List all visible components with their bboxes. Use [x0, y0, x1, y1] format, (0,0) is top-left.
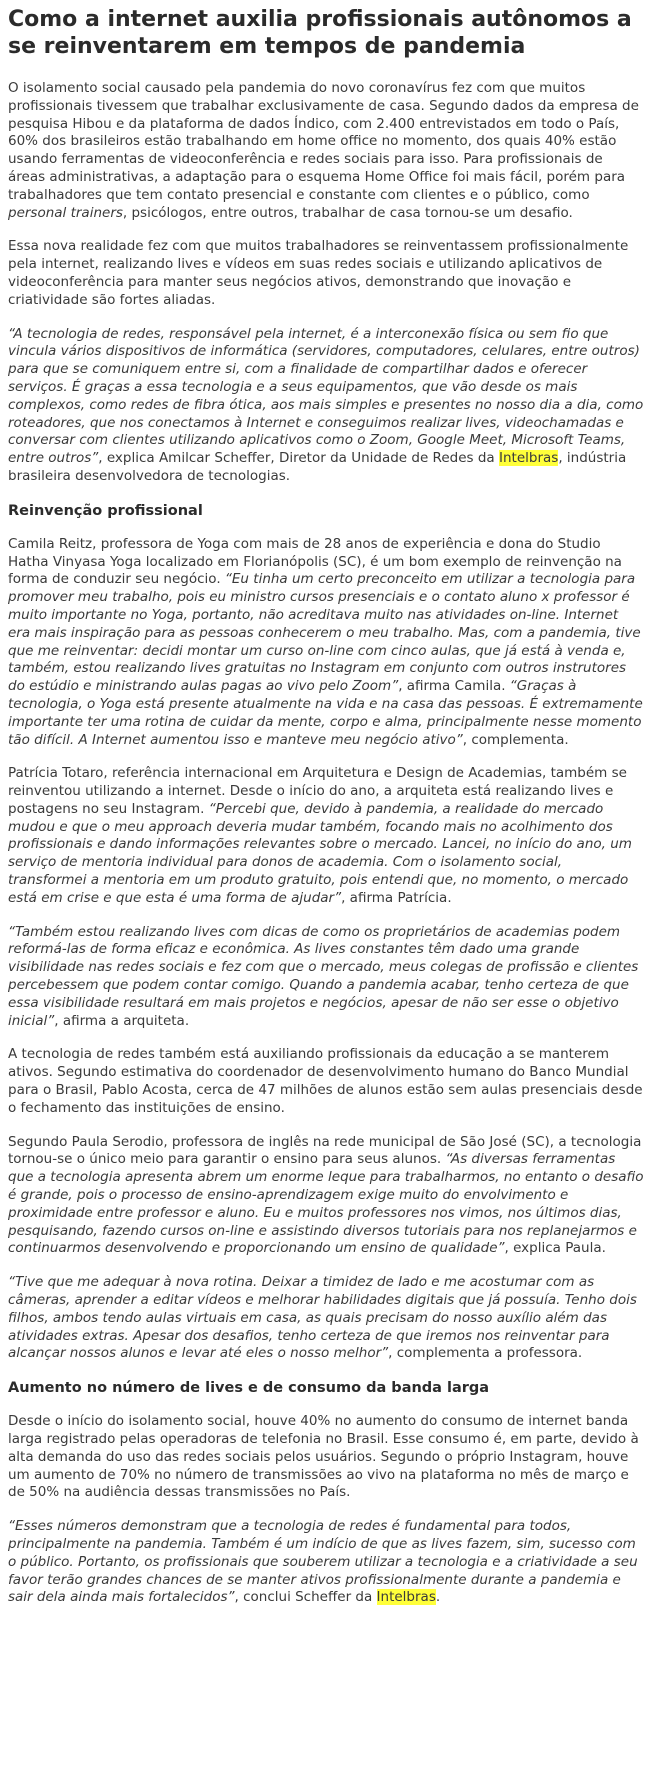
paragraph-patricia: Patrícia Totaro, referência internacional em Arquitetura e Design de Academias, também se reinventou utilizando a internet. Desde o início do ano, a arquiteta está realizando lives e postagens no seu Instagram. “Percebi que, devido à pandemia, a realidade do mercado mudou e que o meu approach deveria mudar também, focando mais no acolhimento dos profissionais e dando informações relevantes sobre o mercado. Lancei, no início do ano, um serviço de mentoria individual para donos de academia. Com o isolamento social, transformei a mentoria em um produto gratuito, pois entendi que, no momento, o mercado está em crise e que esta é uma forma de ajudar”, afirma Patrícia. [8, 765, 632, 906]
section-heading-reinvencao: Reinvenção profissional [8, 502, 203, 519]
intelbras-highlight-link-2[interactable]: Intelbras [376, 1589, 436, 1606]
paragraph-bandwidth: Desde o início do isolamento social, houve 40% no aumento do consumo de internet banda larga registrado pelas operadoras de telefonia no Brasil. Esse consumo é, em parte, devido à alta demanda do uso das redes sociais pelos usuários. Segundo o próprio Instagram, houve um aumento de 70% no número de transmissões ao vivo na plataforma no mês de março e de 50% na audiência dessas transmissões no País. [8, 1413, 639, 1501]
paragraph-education: A tecnologia de redes também está auxiliando profissionais da educação a se manterem ativos. Segundo estimativa do coordenador de desenvolvimento humano do Banco Mundial para o Brasil, Pablo Acosta, cerca de 47 milhões de alunos estão sem aulas presenciais desde o fechamento das instituições de ensino. [8, 1046, 643, 1116]
paragraph-paula-routine: “Tive que me adequar à nova rotina. Deixar a timidez de lado e me acostumar com as câmeras, aprender a editar vídeos e melhorar habilidades digitais que já possuía. Tenho dois filhos, ambos tendo aulas virtuais em casa, as quais precisam do nosso auxílio além das atividades extras. Apesar dos desafios, tenho certeza de que iremos nos reinventar para alcançar nossos alunos e levar até eles o nosso melhor”, complementa a professora. [8, 1274, 637, 1362]
article-title: Como a internet auxilia profissionais autônomos a se reinventarem em tempos de pandemia [8, 7, 632, 59]
paragraph-paula: Segundo Paula Serodio, professora de inglês na rede municipal de São José (SC), a tecnologia tornou-se o único meio para garantir o ensino para seus alunos. “As diversas ferramentas que a tecnologia apresenta abrem um enorme leque para trabalharmos, no entanto o desafio é grande, pois o processo de ensino-aprendizagem exige muito do envolvimento e proximidade entre professor e aluno. Eu e muitos professores nos vimos, nos últimos dias, pesquisando, fazendo cursos on-line e assistindo diversos tutoriais para nos replanejarmos e continuarmos desenvolvendo e proporcionando um ensino de qualidade”, explica Paula. [8, 1133, 644, 1257]
paragraph-intro: O isolamento social causado pela pandemia do novo coronavírus fez com que muitos profissionais tivessem que trabalhar exclusivamente de casa. Segundo dados da empresa de pesquisa Hibou e da plataforma de dados Índico, com 2.400 entrevistados em todo o País, 60% dos brasileiros estão trabalhando em home office no momento, dos quais 40% estão usando ferramentas de videoconferência e redes sociais para isso. Para profissionais de áreas administrativas, a adaptação para o esquema Home Office foi mais fácil, porém para trabalhadores que tem contato presencial e constante com clientes e o público, como personal trainers, psicólogos, entre outros, trabalhar de casa tornou-se um desafio. [8, 80, 639, 221]
paragraph-camila: Camila Reitz, professora de Yoga com mais de 28 anos de experiência e dona do Studio Hatha Vinyasa Yoga localizado em Florianópolis (SC), é um bom exemplo de reinvenção na forma de conduzir seu negócio. “Eu tinha um certo preconceito em utilizar a tecnologia para promover meu trabalho, pois eu ministro cursos presenciais e o contato aluno x professor é muito importante no Yoga, portanto, não acreditava muito nas atividades on-line. Internet era mais inspiração para as pessoas conhecerem o meu trabalho. Mas, com a pandemia, tive que me reinventar: decidi montar um curso on-line com cinco aulas, que já está à venda e, também, estou realizando lives gratuitas no Instagram em conjunto com outros instrutores do estúdio e ministrando aulas pagas ao vivo pelo Zoom”, afirma Camila. “Graças à tecnologia, o Yoga está presente atualmente na vida e na casa das pessoas. É extremamente importante ter uma rotina de cuidar da mente, corpo e alma, principalmente nesse momento tão difícil. A Internet aumentou isso e manteve meu negócio ativo”, complementa. [8, 535, 643, 748]
section-heading-aumento: Aumento no número de lives e de consumo da banda larga [8, 1380, 490, 1397]
paragraph-scheffer-quote: “A tecnologia de redes, responsável pela internet, é a interconexão física ou sem fio que vincula vários dispositivos de informática (servidores, computadores, celulares, entre outros) para que se comuniquem entre si, com a finalidade de compartilhar dados e oferecer serviços. É graças a essa tecnologia e a seus equipamentos, que vão desde os mais complexos, como redes de fibra ótica, aos mais simples e presentes no nosso dia a dia, como roteadores, que nos conectamos à Internet e conseguimos realizar lives, videochamadas e conversar com clientes utilizando aplicativos como o Zoom, Google Meet, Microsoft Teams, entre outros”, explica Amilcar Scheffer, Diretor da Unidade de Redes da Intelbras, indústria brasileira desenvolvedora de tecnologias. [8, 325, 644, 484]
intelbras-highlight-link[interactable]: Intelbras [498, 450, 559, 467]
paragraph-new-reality: Essa nova realidade fez com que muitos trabalhadores se reinventassem profissionalmente pela internet, realizando lives e vídeos em suas redes sociais e utilizando aplicativos de videoconferência para manter seus negócios ativos, demonstrando que inovação e criatividade são fortes aliadas. [8, 238, 629, 308]
paragraph-patricia-lives: “Também estou realizando lives com dicas de como os proprietários de academias podem reformá-las de forma eficaz e econômica. As lives constantes têm dado uma grande visibilidade nas redes sociais e fez com que o mercado, meus colegas de profissão e clientes percebessem que podem contar comigo. Quando a pandemia acabar, tenho certeza de que essa visibilidade resultará em mais projetos e negócios, apesar de não ser esse o objetivo inicial”, afirma a arquiteta. [8, 923, 639, 1029]
paragraph-conclusion: “Esses números demonstram que a tecnologia de redes é fundamental para todos, principalmente na pandemia. Também é um indício de que as lives fazem, sim, sucesso com o público. Portanto, os profissionais que souberem utilizar a tecnologia e a criatividade a seu favor terão grandes chances de se manter ativos profissionalmente durante a pandemia e sair dela ainda mais fortalecidos”, conclui Scheffer da Intelbras. [8, 1518, 638, 1606]
